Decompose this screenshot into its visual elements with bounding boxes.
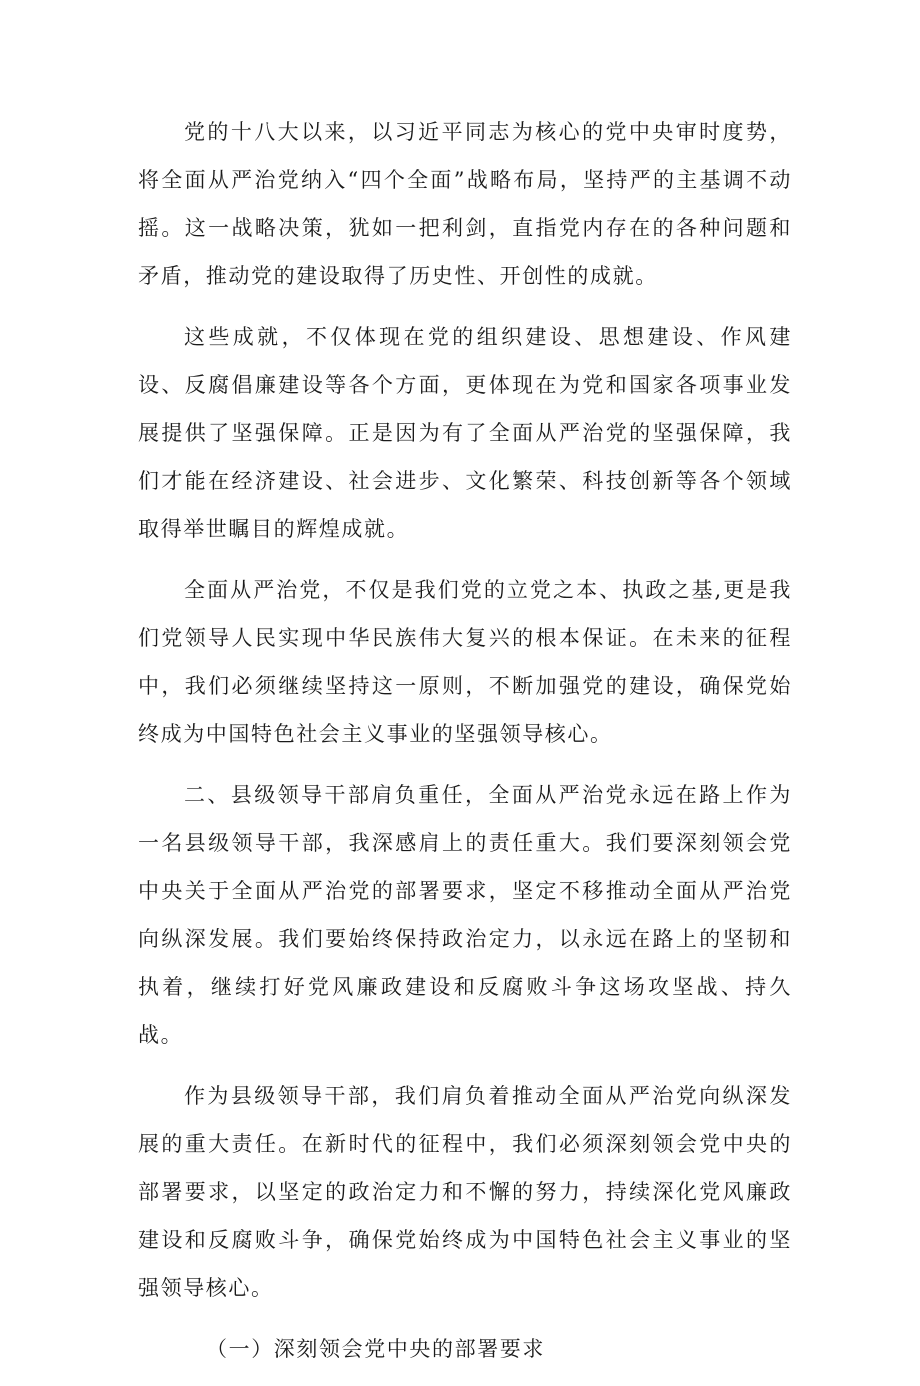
- paragraph-5: 作为县级领导干部，我们肩负着推动全面从严治党向纵深发展的重大责任。在新时代的征程中，我们必须深刻领会党中央的部署要求，以坚定的政治定力和不懈的努力，持续深化党风廉政建设和反腐败斗争，确保党始终成为中国特色社会主义事业的坚强领导核心。: [138, 1084, 792, 1300]
- section-subheading: （一）深刻领会党中央的部署要求: [206, 1337, 545, 1361]
- paragraph-4: 二、县级领导干部肩负重任，全面从严治党永远在路上作为一名县级领导干部，我深感肩上的责任重大。我们要深刻领会党中央关于全面从严治党的部署要求，坚定不移推动全面从严治党向纵深发展。我们要始终保持政治定力，以永远在路上的坚韧和执着，继续打好党风廉政建设和反腐败斗争这场攻坚战、持久战。: [138, 783, 792, 1047]
- paragraph-3: 全面从严治党，不仅是我们党的立党之本、执政之基,更是我们党领导人民实现中华民族伟大复兴的根本保证。在未来的征程中，我们必须继续坚持这一原则，不断加强党的建设，确保党始终成为中国特色社会主义事业的坚强领导核心。: [138, 578, 792, 746]
- paragraph-1: 党的十八大以来，以习近平同志为核心的党中央审时度势，将全面从严治党纳入“四个全面”战略布局，坚持严的主基调不动摇。这一战略决策，犹如一把利剑，直指党内存在的各种问题和矛盾，推动党的建设取得了历史性、开创性的成就。: [138, 120, 792, 288]
- document-body: [138, 108, 792, 1386]
- paragraph-2: 这些成就，不仅体现在党的组织建设、思想建设、作风建设、反腐倡廉建设等各个方面，更体现在为党和国家各项事业发展提供了坚强保障。正是因为有了全面从严治党的坚强保障，我们才能在经济建设、社会进步、文化繁荣、科技创新等各个领域取得举世瞩目的辉煌成就。: [138, 325, 792, 541]
